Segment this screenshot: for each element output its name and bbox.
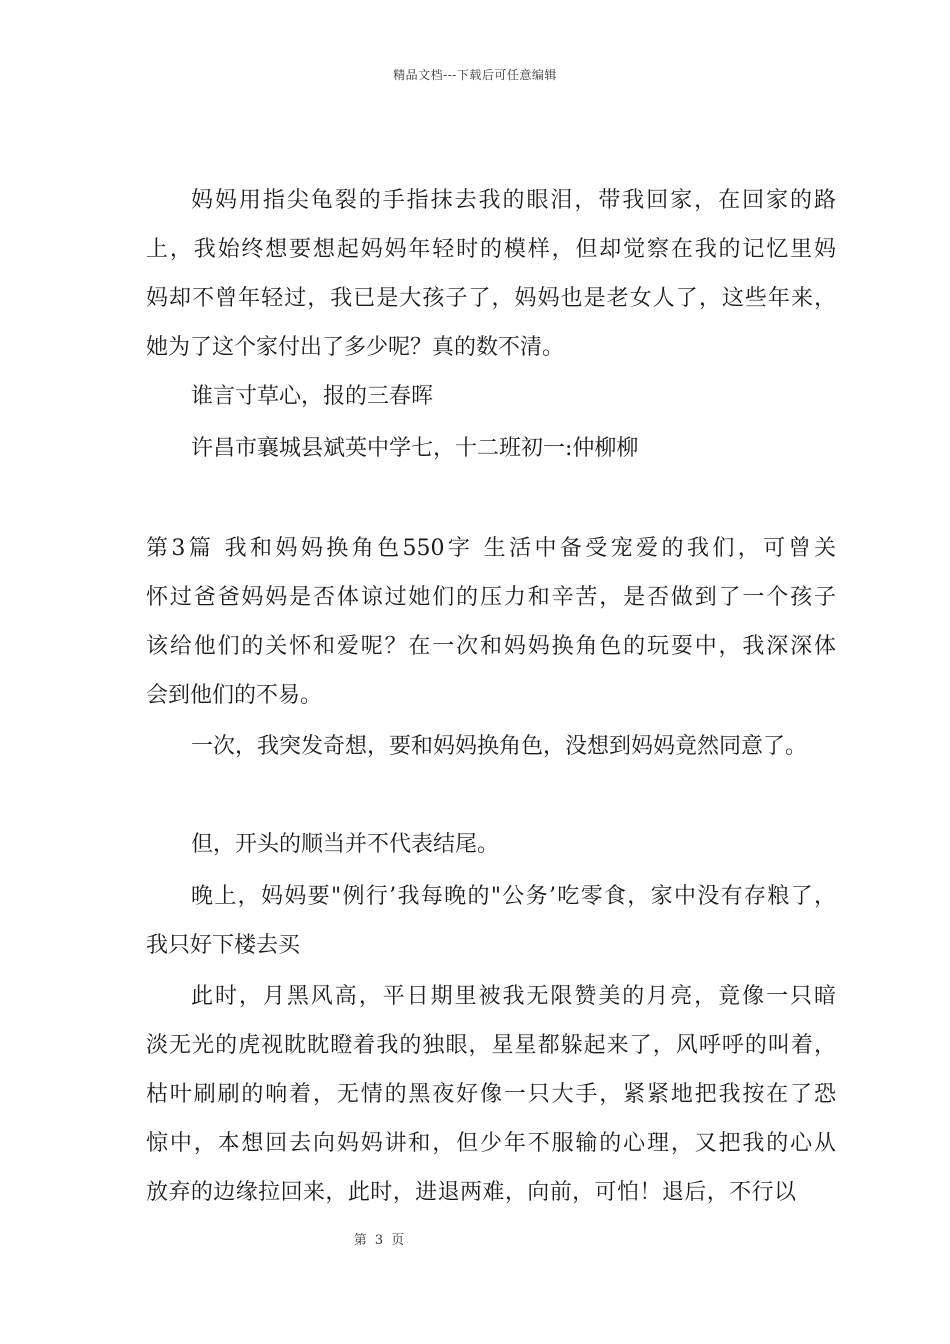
- page-header: 精品文档---下载后可任意编辑: [393, 68, 557, 82]
- text-line: 妈却不曾年轻过，我已是大孩子了，妈妈也是老女人了，这些年来，: [146, 286, 836, 311]
- text-line: 会到他们的不易。: [146, 683, 323, 708]
- text-line: 晚上，妈妈要"例行’我每晚的"公务’吃零食，家中没有存粮了，: [191, 884, 836, 909]
- article-title-line: 第3篇 我和妈妈换角色550字 生活中备受宠爱的我们，可曾关: [146, 536, 836, 561]
- text-line: 妈妈用指尖龟裂的手指抹去我的眼泪，带我回家，在回家的路: [191, 188, 836, 213]
- text-line: 但，开头的顺当并不代表结尾。: [191, 832, 500, 857]
- poem-line: 谁言寸草心，报的三春晖: [191, 384, 434, 409]
- author-line: 许昌市襄城县斌英中学七，十二班初一:仲柳柳: [191, 436, 639, 461]
- text-line: 淡无光的虎视眈眈瞪着我的独眼，星星都躲起来了，风呼呼的叫着，: [146, 1033, 836, 1058]
- text-line: 此时，月黑风高，平日期里被我无限赞美的月亮，竟像一只暗: [191, 984, 836, 1009]
- text-line: 枯叶刷刷的响着，无情的黑夜好像一只大手，紧紧地把我按在了恐: [146, 1082, 836, 1107]
- text-line: 上，我始终想要想起妈妈年轻时的模样，但却觉察在我的记忆里妈: [146, 237, 836, 262]
- text-line: 一次，我突发奇想，要和妈妈换角色，没想到妈妈竟然同意了。: [191, 734, 808, 759]
- text-line: 我只好下楼去买: [146, 933, 301, 958]
- page-number: 第 3 页: [353, 1233, 407, 1248]
- text-line: 她为了这个家付出了多少呢？真的数不清。: [146, 335, 565, 360]
- text-line: 惊中，本想回去向妈妈讲和，但少年不服输的心理，又把我的心从: [146, 1131, 836, 1156]
- text-line: 该给他们的关怀和爱呢？在一次和妈妈换角色的玩耍中，我深深体: [146, 634, 836, 659]
- text-line: 放弃的边缘拉回来，此时，进退两难，向前，可怕！退后，不行以: [146, 1180, 796, 1205]
- text-line: 怀过爸爸妈妈是否体谅过她们的压力和辛苦，是否做到了一个孩子: [146, 585, 836, 610]
